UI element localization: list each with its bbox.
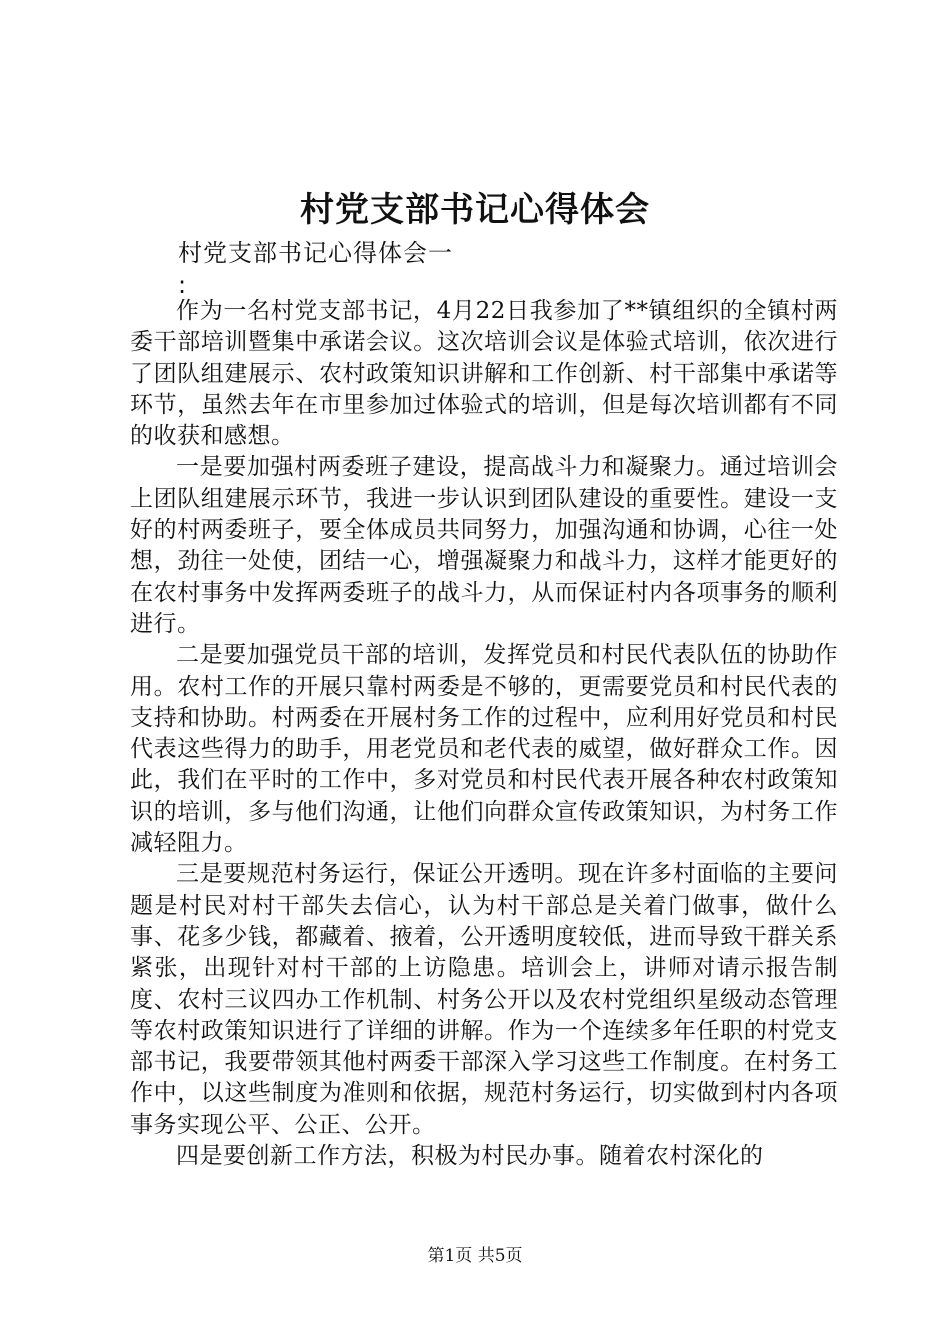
document-subtitle: 村党支部书记心得体会一 [178,239,453,267]
paragraph-point-two: 二是要加强党员干部的培训，发挥党员和村民代表队伍的协助作用。农村工作的开展只靠村两委是不够的，更需要党员和村民代表的支持和协助。村两委在开展村务工作的过程中，应利用好党员和村民代表这些得力的助手，用老党员和老代表的威望，做好群众工作。因此，我们在平时的工作中，多对党员和村民代表开展各种农村政策知识的培训，多与他们沟通，让他们向群众宣传政策知识，为村务工作减轻阻力。 [130,642,838,857]
paragraph-intro: 作为一名村党支部书记，4月22日我参加了**镇组织的全镇村两委干部培训暨集中承诺会议。这次培训会议是体验式培训，依次进行了团队组建展示、农村政策知识讲解和工作创新、村干部集中承诺等环节，虽然去年在市里参加过体验式的培训，但是每次培训都有不同的收获和感想。 [130,298,838,450]
paragraph-point-one: 一是要加强村两委班子建设，提高战斗力和凝聚力。通过培训会上团队组建展示环节，我进一步认识到团队建设的重要性。建设一支好的村两委班子，要全体成员共同努力，加强沟通和协调，心往一处想，劲往一处使，团结一心，增强凝聚力和战斗力，这样才能更好的在农村事务中发挥两委班子的战斗力，从而保证村内各项事务的顺利进行。 [130,454,838,637]
subtitle-colon: : [178,271,187,299]
document-title: 村党支部书记心得体会 [300,190,650,230]
document-body [130,296,838,1172]
paragraph-point-three: 三是要规范村务运行，保证公开透明。现在许多村面临的主要问题是村民对村干部失去信心，认为村干部总是关着门做事，做什么事、花多少钱，都藏着、掖着，公开透明度较低，进而导致干群关系紧张，出现针对村干部的上访隐患。培训会上，讲师对请示报告制度、农村三议四办工作机制、村务公开以及农村党组织星级动态管理等农村政策知识进行了详细的讲解。作为一个连续多年任职的村党支部书记，我要带领其他村两委干部深入学习这些工作制度。在村务工作中，以这些制度为准则和依据，规范村务运行，切实做到村内各项事务实现公平、公正、公开。 [130,861,838,1138]
page-footer: 第1页 共5页 [427,1246,523,1266]
paragraph-point-four: 四是要创新工作方法，积极为村民办事。随着农村深化的 [176,1143,764,1170]
